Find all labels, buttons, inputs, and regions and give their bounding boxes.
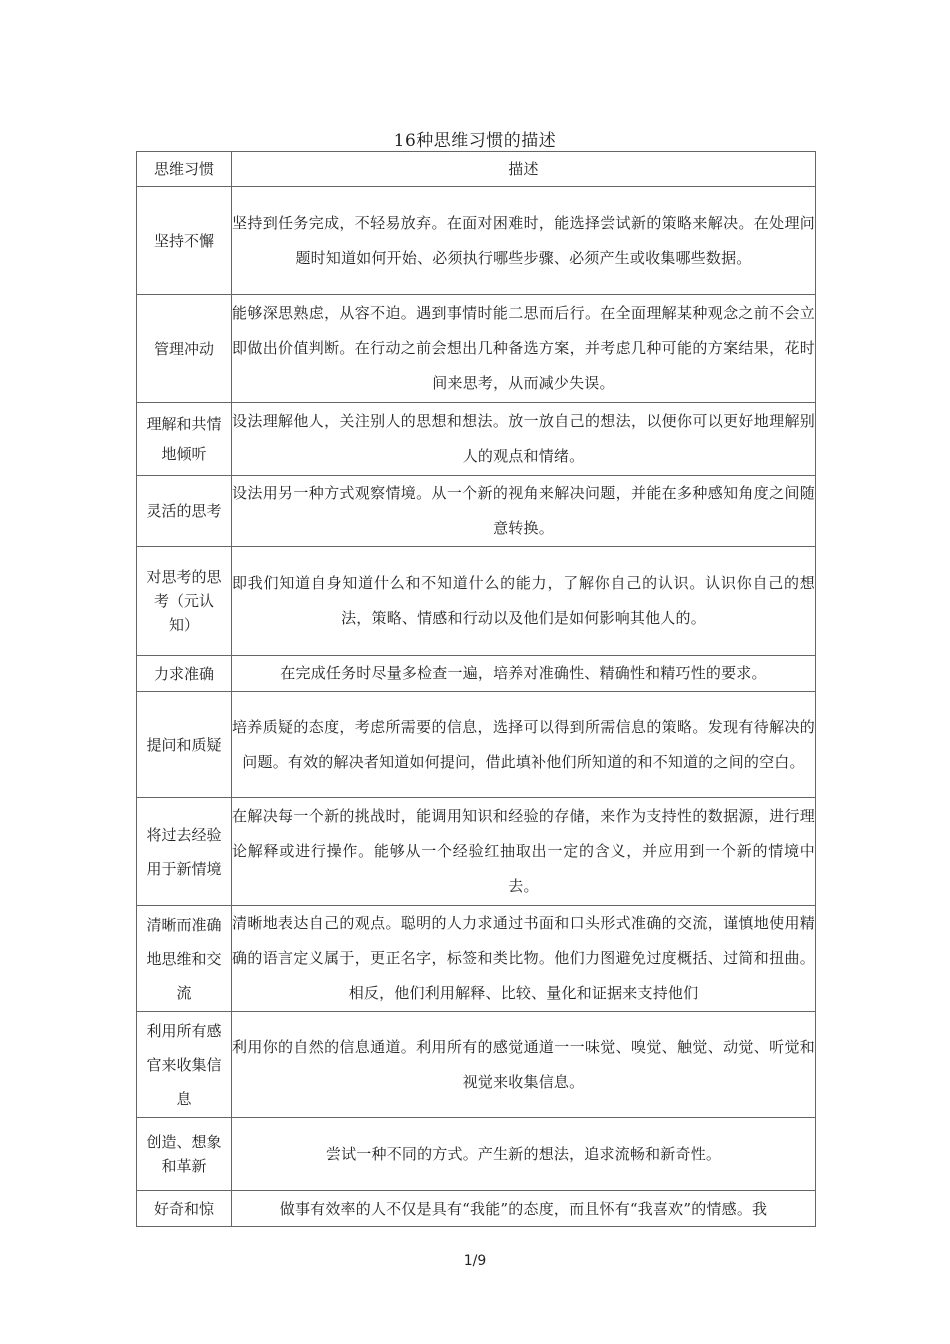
habit-cell: 提问和质疑: [137, 692, 232, 798]
habit-cell: 清晰而准确地思维和交流: [137, 906, 232, 1012]
table-row: [137, 476, 816, 547]
table-row: [137, 187, 816, 295]
habit-cell: 力求准确: [137, 656, 232, 692]
desc-cell: 在解决每一个新的挑战时，能调用知识和经验的存储，来作为支持性的数据源，进行理论解释或进行操作。能够从一个经验红抽取出一定的含义，并应用到一个新的情境中去。: [232, 798, 816, 906]
habit-cell: 理解和共情地倾听: [137, 403, 232, 476]
document-title: 16种思维习惯的描述: [393, 131, 557, 151]
habit-cell: 将过去经验用于新情境: [137, 798, 232, 906]
table-row: [137, 656, 816, 692]
page-number: 1/9: [463, 1253, 487, 1269]
table-row: [137, 295, 816, 403]
table-row: [137, 547, 816, 656]
desc-cell: 能够深思熟虑，从容不迫。遇到事情时能二思而后行。在全面理解某种观念之前不会立即做出价值判断。在行动之前会想出几种备选方案，并考虑几种可能的方案结果，花时间来思考，从而减少失误。: [232, 295, 816, 403]
desc-cell: 利用你的自然的信息通道。利用所有的感觉通道一一味觉、嗅觉、触觉、动觉、听觉和视觉来收集信息。: [232, 1012, 816, 1118]
desc-cell: 做事有效率的人不仅是具有“我能”的态度，而且怀有“我喜欢”的情感。我: [232, 1191, 816, 1227]
header-habit: 思维习惯: [137, 152, 232, 187]
table-header-row: [137, 152, 816, 187]
desc-cell: 在完成任务时尽量多检查一遍，培养对准确性、精确性和精巧性的要求。: [232, 656, 816, 692]
desc-cell: 尝试一种不同的方式。产生新的想法，追求流畅和新奇性。: [232, 1118, 816, 1191]
habit-cell: 管理冲动: [137, 295, 232, 403]
table-row: [137, 692, 816, 798]
desc-cell: 清晰地表达自己的观点。聪明的人力求通过书面和口头形式准确的交流，谨慎地使用精确的语言定义属于，更正名字，标签和类比物。他们力图避免过度概括、过简和扭曲。相反，他们利用解释、比较、量化和证据来支持他们: [232, 906, 816, 1012]
habit-cell: 对思考的思考（元认知）: [137, 547, 232, 656]
desc-cell: 坚持到任务完成，不轻易放弃。在面对困难时，能选择尝试新的策略来解决。在处理问题时知道如何开始、必须执行哪些步骤、必须产生或收集哪些数据。: [232, 187, 816, 295]
habit-cell: 创造、想象和革新: [137, 1118, 232, 1191]
habit-cell: 好奇和惊: [137, 1191, 232, 1227]
desc-cell: 即我们知道自身知道什么和不知道什么的能力，了解你自己的认识。认识你自己的想法，策略、情感和行动以及他们是如何影响其他人的。: [232, 547, 816, 656]
header-desc: 描述: [232, 152, 816, 187]
table-row: [137, 403, 816, 476]
desc-cell: 设法理解他人，关注别人的思想和想法。放一放自己的想法，以便你可以更好地理解别人的观点和情绪。: [232, 403, 816, 476]
table-row: [137, 1191, 816, 1227]
table-row: [137, 1012, 816, 1118]
desc-cell: 设法用另一种方式观察情境。从一个新的视角来解决问题，并能在多种感知角度之间随意转换。: [232, 476, 816, 547]
habits-table: [136, 151, 816, 1227]
habit-cell: 利用所有感官来收集信息: [137, 1012, 232, 1118]
table-row: [137, 798, 816, 906]
table-row: [137, 1118, 816, 1191]
habit-cell: 坚持不懈: [137, 187, 232, 295]
table-row: [137, 906, 816, 1012]
desc-cell: 培养质疑的态度，考虑所需要的信息，选择可以得到所需信息的策略。发现有待解决的问题。有效的解决者知道如何提问，借此填补他们所知道的和不知道的之间的空白。: [232, 692, 816, 798]
habit-cell: 灵活的思考: [137, 476, 232, 547]
